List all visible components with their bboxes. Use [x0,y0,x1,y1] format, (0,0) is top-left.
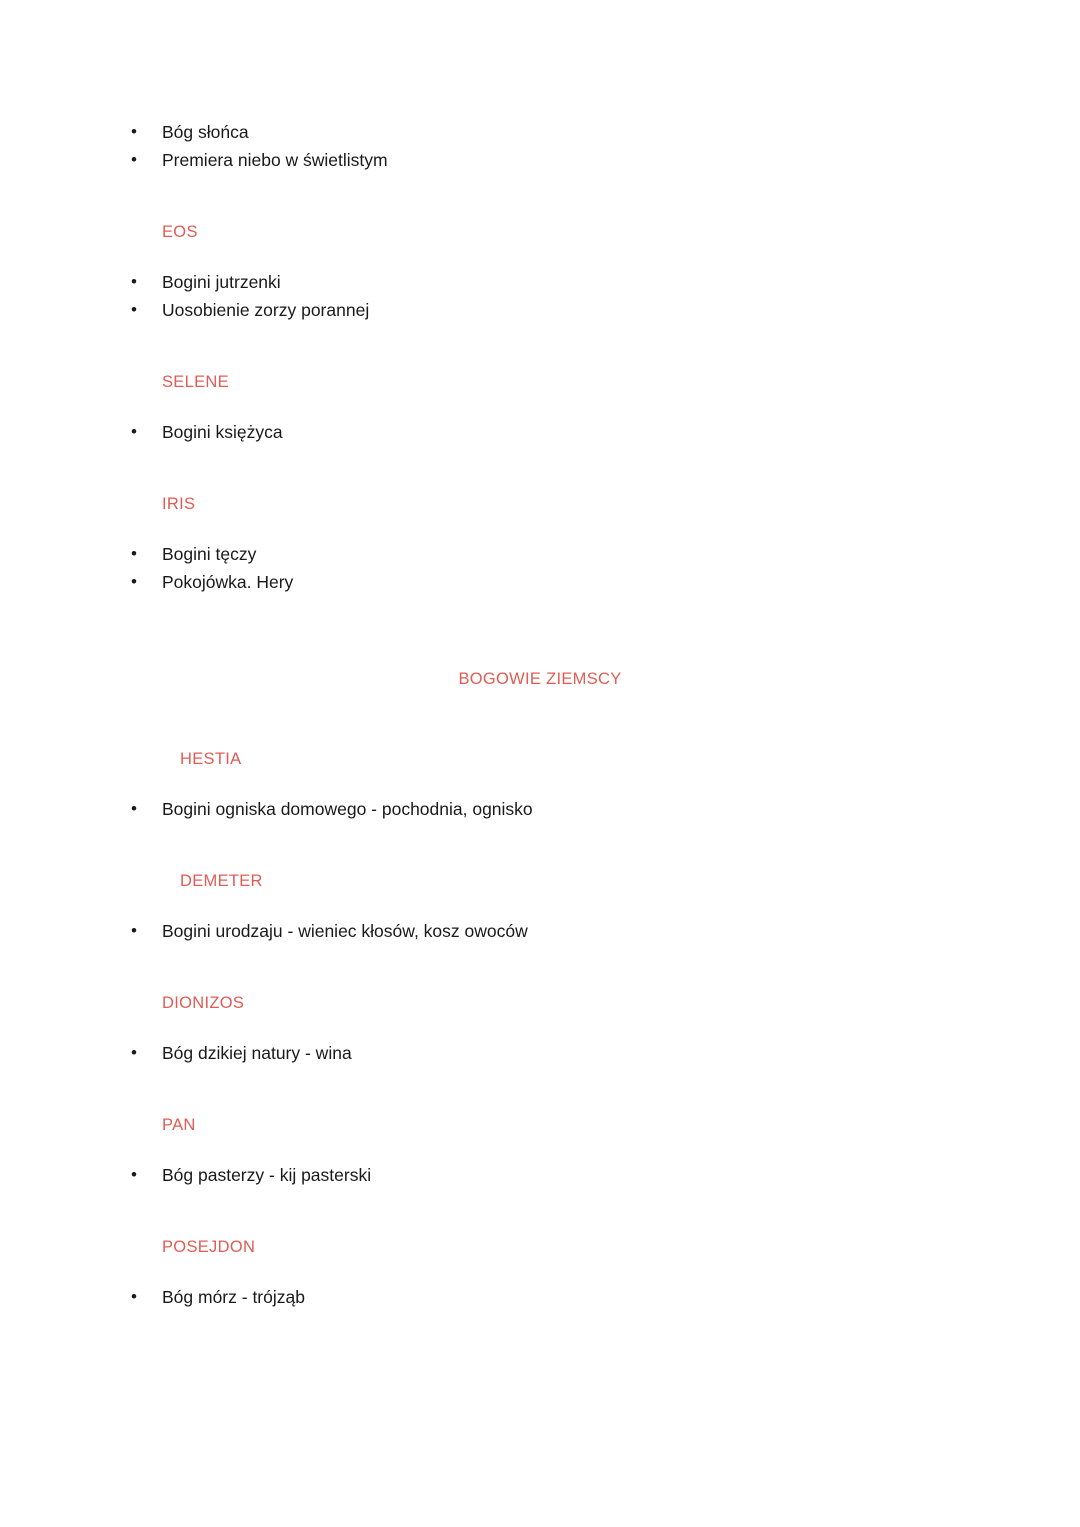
section-title-bogowie-ziemscy: BOGOWIE ZIEMSCY [458,670,622,688]
section-heading-posejdon: POSEJDON [162,1238,256,1256]
spacer [0,771,1080,795]
list-helios [0,118,1080,174]
list-iris [0,540,1080,596]
spacer [0,394,1080,418]
list-hestia [0,795,1080,823]
section-heading-hestia: HESTIA [180,750,242,768]
list-posejdon [0,1283,1080,1311]
spacer [0,324,1080,370]
list-item: • Bogini księżyca [0,418,1080,446]
spacer [0,1189,1080,1235]
list-dionizos [0,1039,1080,1067]
spacer [0,689,1080,747]
section-heading-demeter: DEMETER [180,872,263,890]
spacer [0,244,1080,268]
list-selene [0,418,1080,446]
list-eos [0,268,1080,324]
spacer [0,446,1080,492]
list-demeter [0,917,1080,945]
list-item: • Premiera niebo w świetlistym [0,146,1080,174]
spacer [0,945,1080,991]
spacer [0,823,1080,869]
spacer [0,1067,1080,1113]
list-item: • Bóg słońca [0,118,1080,146]
list-pan [0,1161,1080,1189]
section-heading-eos: EOS [162,223,198,241]
list-item: • Bóg dzikiej natury - wina [0,1039,1080,1067]
list-item: • Bogini jutrzenki [0,268,1080,296]
list-item: • Bogini tęczy [0,540,1080,568]
spacer [0,1259,1080,1283]
spacer [0,596,1080,670]
section-heading-pan: PAN [162,1116,196,1134]
list-item: • Bogini urodzaju - wieniec kłosów, kosz owoców [0,917,1080,945]
list-item: • Bóg mórz - trójząb [0,1283,1080,1311]
list-item: • Uosobienie zorzy porannej [0,296,1080,324]
spacer [0,174,1080,220]
list-item: • Bóg pasterzy - kij pasterski [0,1161,1080,1189]
spacer [0,1015,1080,1039]
section-heading-selene: SELENE [162,373,229,391]
spacer [0,893,1080,917]
spacer [0,516,1080,540]
section-heading-dionizos: DIONIZOS [162,994,245,1012]
list-item: • Bogini ogniska domowego - pochodnia, ognisko [0,795,1080,823]
spacer [0,1137,1080,1161]
section-heading-iris: IRIS [162,495,196,513]
list-item: • Pokojówka. Hery [0,568,1080,596]
